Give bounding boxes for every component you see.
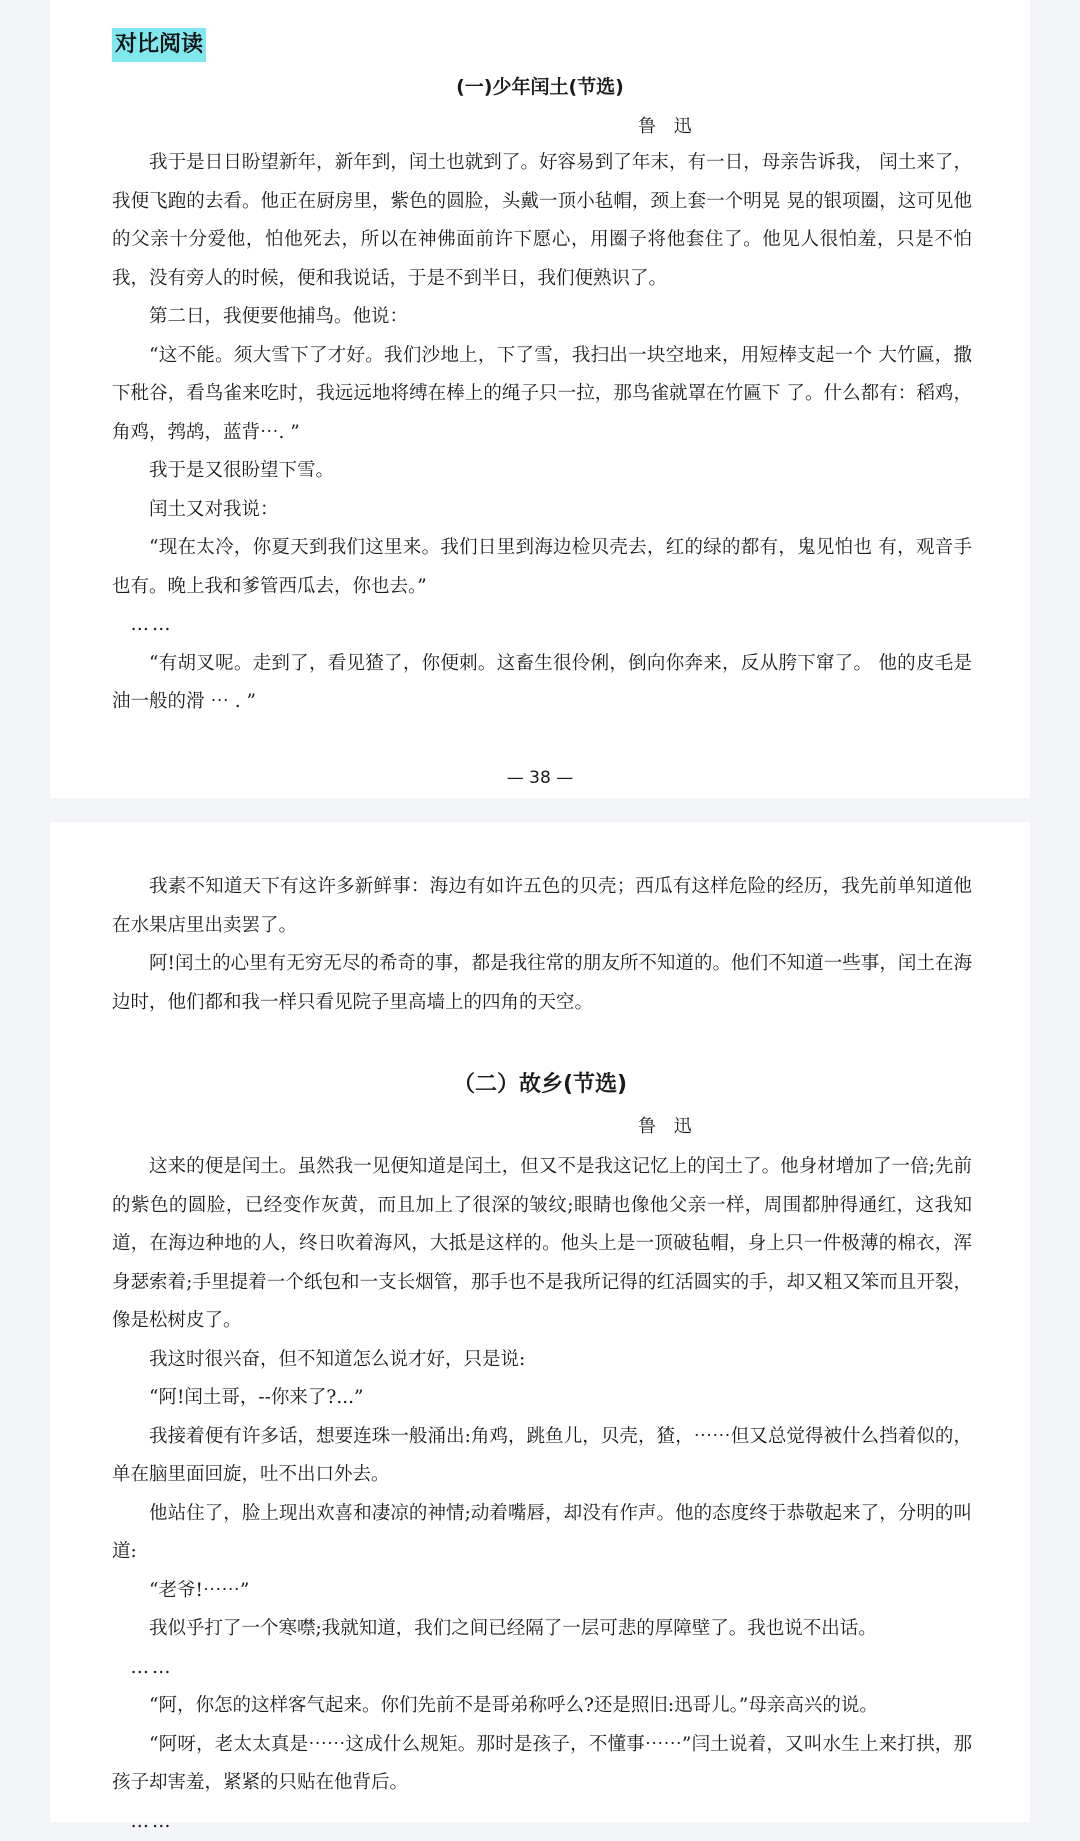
paragraph: “阿!闰土哥，--你来了?...” [112,1379,972,1418]
paragraph: 我似乎打了一个寒噤;我就知道，我们之间已经隔了一层可悲的厚障壁了。我也说不出话。 [112,1610,972,1649]
paragraph: 第二日，我便要他捕鸟。他说： [112,298,972,337]
paragraph: “这不能。须大雪下了才好。我们沙地上，下了雪，我扫出一块空地来，用短棒支起一个 大竹匾，撒下秕谷，看鸟雀来吃时，我远远地将缚在棒上的绳子只一拉，那鸟雀就罩在竹匾下 了。什么都有：稻鸡，角鸡，鹁鸪，蓝背⋯. ” [112,337,972,453]
ellipsis: …… [112,606,972,645]
page-1-author: 鲁 迅 [638,112,698,138]
paragraph: 闰土又对我说： [112,491,972,530]
page-2 [50,822,1030,1822]
paragraph: 他站住了，脸上现出欢喜和凄凉的神情;动着嘴唇，却没有作声。他的态度终于恭敬起来了，分明的叫道: [112,1495,972,1572]
paragraph: 我于是日日盼望新年，新年到，闰土也就到了。好容易到了年末，有一日，母亲告诉我， 闰土来了，我便飞跑的去看。他正在厨房里，紫色的圆脸，头戴一顶小毡帽，颈上套一个明晃 晃的银项圈，这可见他的父亲十分爱他，怕他死去，所以在神佛面前许下愿心，用圈子将他套住了。他见人很怕羞，只是不怕我，没有旁人的时候，便和我说话，于是不到半日，我们便熟识了。 [112,144,972,298]
paragraph: 我素不知道天下有这许多新鲜事：海边有如许五色的贝壳；西瓜有这样危险的经历，我先前单知道他在水果店里出卖罢了。 [112,868,972,945]
page-1-body [112,144,972,722]
page-1 [50,0,1030,798]
page-number: — 38 — [50,768,1030,788]
paragraph: 我接着便有许多话，想要连珠一般涌出:角鸡，跳鱼儿，贝壳，猹，⋯⋯但又总觉得被什么挡着似的，单在脑里面回旋，吐不出口外去。 [112,1418,972,1495]
ellipsis: …… [112,1803,972,1841]
page-1-title: (一)少年闰土(节选) [50,72,1030,99]
page-2-author: 鲁 迅 [638,1112,698,1138]
paragraph: 我这时很兴奋，但不知道怎么说才好，只是说: [112,1341,972,1380]
paragraph: 阿!闰土的心里有无穷无尽的希奇的事，都是我往常的朋友所不知道的。他们不知道一些事，闰土在海边时，他们都和我一样只看见院子里高墙上的四角的天空。 [112,945,972,1022]
ellipsis: …… [112,1649,972,1688]
page-2-body [112,1148,972,1841]
paragraph: 这来的便是闰土。虽然我一见便知道是闰土，但又不是我这记忆上的闰土了。他身材增加了一倍;先前的紫色的圆脸，已经变作灰黄，而且加上了很深的皱纹;眼睛也像他父亲一样，周围都肿得通红，这我知道，在海边种地的人，终日吹着海风，大抵是这样的。他头上是一顶破毡帽，身上只一件极薄的棉衣，浑身瑟索着;手里提着一个纸包和一支长烟管，那手也不是我所记得的红活圆实的手，却又粗又笨而且开裂，像是松树皮了。 [112,1148,972,1341]
paragraph: “阿呀，老太太真是⋯⋯这成什么规矩。那时是孩子，不懂事⋯⋯”闫土说着，又叫水生上来打拱，那孩子却害羞，紧紧的只贴在他背后。 [112,1726,972,1803]
paragraph: “老爷!⋯⋯” [112,1572,972,1611]
page-2-continued-body [112,868,972,1022]
paragraph: 我于是又很盼望下雪。 [112,452,972,491]
paragraph: “阿，你怎的这样客气起来。你们先前不是哥弟称呼么?还是照旧:迅哥儿。”母亲高兴的说。 [112,1687,972,1726]
paragraph: “现在太冷，你夏天到我们这里来。我们日里到海边检贝壳去，红的绿的都有，鬼见怕也 有，观音手也有。晚上我和爹管西瓜去，你也去。” [112,529,972,606]
page-2-title: （二）故乡(节选) [50,1067,1030,1098]
section-tag: 对比阅读 [112,28,206,62]
paragraph: “有胡叉呢。走到了，看见猹了，你便刺。这畜生很伶俐，倒向你奔来，反从胯下窜了。 他的皮毛是油一般的滑 ⋯ . ” [112,645,972,722]
